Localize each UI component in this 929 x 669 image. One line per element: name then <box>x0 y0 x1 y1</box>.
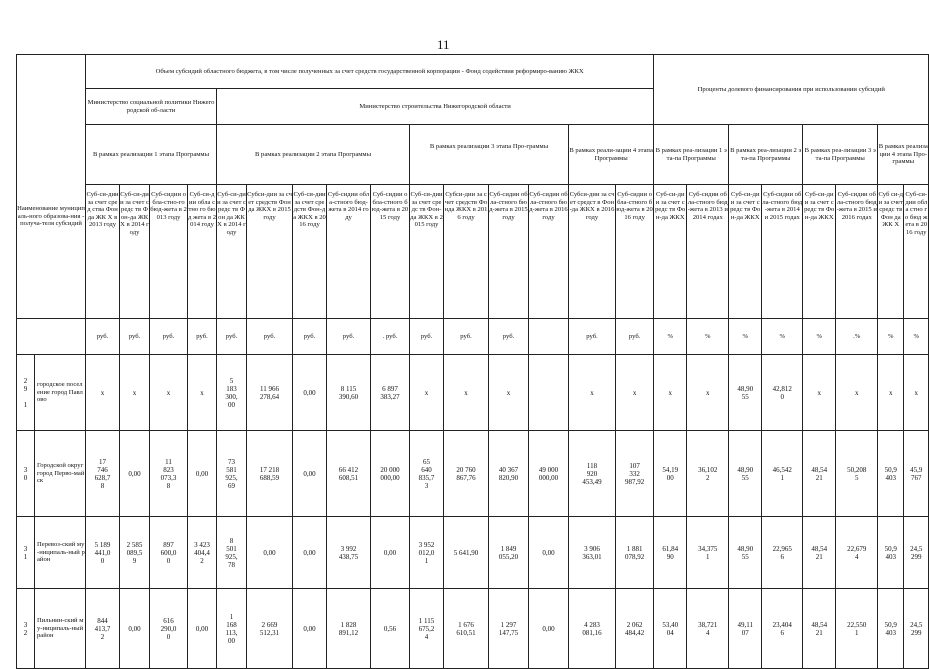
value-cell: 48,54 21 <box>803 517 836 589</box>
value-cell: 24,5 299 <box>904 517 929 589</box>
value-cell: 48,90 55 <box>729 517 762 589</box>
stage3-header: В рамках реализации 3 этапа Про-граммы <box>410 125 569 185</box>
unit-cell: руб. <box>217 319 247 355</box>
value-cell: 42,812 0 <box>762 355 803 431</box>
value-cell: x <box>489 355 529 431</box>
value-cell: 1 115 675,2 4 <box>410 589 444 669</box>
value-cell: 1 881 078,92 <box>616 517 654 589</box>
value-cell: 1 297 147,75 <box>489 589 529 669</box>
subcol-header: Суб-си-дии за счет средс тв Фон-да ЖКХ <box>729 185 762 319</box>
pct-stage2-header: В рамках реа-лизации 2 эта-па Программы <box>729 125 803 185</box>
value-cell: 66 412 608,51 <box>327 431 371 517</box>
stage4-header: В рамках реали-зации 4 этапа Программы <box>569 125 654 185</box>
value-cell: 0,00 <box>371 517 410 589</box>
value-cell: 17 746 628,7 8 <box>86 431 120 517</box>
value-cell: x <box>569 355 616 431</box>
subcol-header: Субси-дии за счет средст в Фон-да ЖКХ в 2016 году <box>569 185 616 319</box>
subcol-header: Суб-сидии обла-стного бюд-жета в 2015 году <box>371 185 410 319</box>
unit-cell: % <box>687 319 729 355</box>
value-cell: 50,9 403 <box>878 431 904 517</box>
ministry-social-header: Министерство социальной политики Нижегородской об-ласти <box>86 89 217 125</box>
value-cell: 0,00 <box>188 589 217 669</box>
municipality-name: городское поселение город Павлово <box>35 355 86 431</box>
municipality-name: Перевоз-ский му-ниципаль-ный район <box>35 517 86 589</box>
row-number: 3 0 <box>17 431 35 517</box>
ministry-build-header: Министерство строительства Нижегородской области <box>217 89 654 125</box>
value-cell: x <box>188 355 217 431</box>
value-cell: 49 000 000,00 <box>529 431 569 517</box>
subcol-header: Суб-си-дии обла стно го бюд жета в 2016 году <box>904 185 929 319</box>
subcol-header: Суб-сидии обла-стного бюд-жета в 2016 году <box>616 185 654 319</box>
value-cell: 0,00 <box>120 431 150 517</box>
value-cell: 3 423 404,4 2 <box>188 517 217 589</box>
value-cell: 61,84 90 <box>654 517 687 589</box>
value-cell: 0,00 <box>529 589 569 669</box>
value-cell: 0,56 <box>371 589 410 669</box>
unit-cell: руб. <box>569 319 616 355</box>
value-cell: 8 115 390,60 <box>327 355 371 431</box>
value-cell: 48,54 21 <box>803 589 836 669</box>
unit-cell: % <box>654 319 687 355</box>
unit-cell: % <box>878 319 904 355</box>
value-cell: x <box>836 355 878 431</box>
municipality-name: Городской округ город Перво-майск <box>35 431 86 517</box>
value-cell: x <box>803 355 836 431</box>
unit-cell: руб. <box>444 319 489 355</box>
value-cell: x <box>616 355 654 431</box>
value-cell: 107 332 987,92 <box>616 431 654 517</box>
value-cell: 48,90 55 <box>729 431 762 517</box>
value-cell: 48,54 21 <box>803 431 836 517</box>
value-cell: 1 676 610,51 <box>444 589 489 669</box>
subcol-header: Суб-си-дии за счет средс тв Фон-да ЖКХ <box>803 185 836 319</box>
value-cell: 20 760 867,76 <box>444 431 489 517</box>
value-cell: x <box>444 355 489 431</box>
unit-cell: . руб. <box>371 319 410 355</box>
value-cell: 17 218 688,59 <box>247 431 293 517</box>
subcol-header: Суб-сидии обла-стно-го бюд-жета в 2013 году <box>150 185 188 319</box>
value-cell: 5 189 441,0 0 <box>86 517 120 589</box>
subcol-header: Суб-си-дии за счет средств Фон-да ЖКХ в 2016 году <box>293 185 327 319</box>
unit-cell: % <box>803 319 836 355</box>
value-cell: 0,00 <box>120 589 150 669</box>
unit-cell: % <box>762 319 803 355</box>
percent-header: Проценты долевого финансирования при использовании субсидий <box>654 55 929 125</box>
value-cell: 36,102 2 <box>687 431 729 517</box>
value-cell: 24,5 299 <box>904 589 929 669</box>
unit-cell: руб. <box>293 319 327 355</box>
page-number: 11 <box>437 37 450 52</box>
value-cell: 2 062 484,42 <box>616 589 654 669</box>
unit-cell-blank <box>17 319 86 355</box>
value-cell: 616 290,0 0 <box>150 589 188 669</box>
unit-cell: руб. <box>120 319 150 355</box>
value-cell: 897 600,0 0 <box>150 517 188 589</box>
unit-cell: руб. <box>410 319 444 355</box>
value-cell: 3 952 012,0 1 <box>410 517 444 589</box>
unit-cell: руб. <box>150 319 188 355</box>
subcol-header: Суб-си-дии за счет сред ства Фон да ЖК Х в 2013 году <box>86 185 120 319</box>
value-cell: 48,90 55 <box>729 355 762 431</box>
unit-cell: % <box>904 319 929 355</box>
value-cell: 1 849 055,20 <box>489 517 529 589</box>
municipality-header: Наименование муниципаль-ного образова-ния - получа-теля субсидий <box>17 55 86 319</box>
subcol-header: Суб-сидии обла-стного бюд-жета в 2013 и 2014 годах <box>687 185 729 319</box>
municipality-name: Пильнин-ский му-ниципаль-ный район <box>35 589 86 669</box>
stage2-header: В рамках реализации 2 этапа Программы <box>217 125 410 185</box>
value-cell: 1 168 113, 00 <box>217 589 247 669</box>
value-cell: 0,00 <box>529 517 569 589</box>
value-cell: 22,679 4 <box>836 517 878 589</box>
subcol-header: Суб-сидии обла-стного бюд-жета в 2014 и 2015 годах <box>762 185 803 319</box>
unit-cell: руб. <box>327 319 371 355</box>
subcol-header: Суб-сидии обла-стного бюд-жета в 2014 году <box>327 185 371 319</box>
row-number: 3 1 <box>17 517 35 589</box>
value-cell: 0,00 <box>247 517 293 589</box>
value-cell: x <box>86 355 120 431</box>
unit-cell: руб. <box>489 319 529 355</box>
subcol-header: Субси-дии за счет средств Фонда ЖКХ в 2015 году <box>247 185 293 319</box>
value-cell: 118 920 453,49 <box>569 431 616 517</box>
pct-stage3-header: В рамках реа-лизации 3 эта-па Программы <box>803 125 878 185</box>
value-cell: 40 367 820,90 <box>489 431 529 517</box>
unit-cell <box>529 319 569 355</box>
value-cell: 3 906 363,01 <box>569 517 616 589</box>
value-cell: 2 585 089,5 9 <box>120 517 150 589</box>
value-cell: 4 283 081,16 <box>569 589 616 669</box>
value-cell: 0,00 <box>293 431 327 517</box>
value-cell: x <box>120 355 150 431</box>
subcol-header: Суб-си-дии обла стно го бюд жета в 2014 году <box>188 185 217 319</box>
value-cell: x <box>687 355 729 431</box>
value-cell: 5 183 300, 00 <box>217 355 247 431</box>
value-cell: 50,9 403 <box>878 589 904 669</box>
value-cell: 23,404 6 <box>762 589 803 669</box>
value-cell: 0,00 <box>293 517 327 589</box>
value-cell: 65 640 835,7 3 <box>410 431 444 517</box>
value-cell: 1 828 891,12 <box>327 589 371 669</box>
row-number: 2 9 1 <box>17 355 35 431</box>
table-row <box>17 589 929 669</box>
value-cell: x <box>150 355 188 431</box>
pct-stage4-header: В рамках реализации 4 этапа Про-граммы <box>878 125 929 185</box>
value-cell: 49,11 07 <box>729 589 762 669</box>
value-cell: 3 992 438,75 <box>327 517 371 589</box>
value-cell: 0,00 <box>293 355 327 431</box>
value-cell: 0,00 <box>188 431 217 517</box>
value-cell: 46,542 1 <box>762 431 803 517</box>
subcol-header: Суб-сидии обла-стного бюд-жета в 2015 и 2016 годах <box>836 185 878 319</box>
unit-cell: руб. <box>86 319 120 355</box>
value-cell: 8 501 925, 78 <box>217 517 247 589</box>
stage1-header: В рамках реализации 1 этапа Программы <box>86 125 217 185</box>
value-cell: 6 897 383,27 <box>371 355 410 431</box>
subcol-header: Суб-си-дии за счет средс тв Фон-да ЖКХ <box>654 185 687 319</box>
value-cell: 54,19 00 <box>654 431 687 517</box>
value-cell: 34,375 1 <box>687 517 729 589</box>
value-cell <box>529 355 569 431</box>
value-cell: 11 966 278,64 <box>247 355 293 431</box>
subcol-header: Суб-сидии обла-стного бюд-жета в 2016 году <box>529 185 569 319</box>
value-cell: 73 581 925, 69 <box>217 431 247 517</box>
unit-cell: руб. <box>247 319 293 355</box>
subcol-header: Субси-дии за счет средств Фонда ЖКХ в 2016 году <box>444 185 489 319</box>
table-row <box>17 431 929 517</box>
subcol-header: Суб-си-дии за счет средс тв Фон-да ЖКХ в 2015 году <box>410 185 444 319</box>
value-cell: 0,00 <box>293 589 327 669</box>
value-cell: x <box>654 355 687 431</box>
value-cell: 11 823 073,3 8 <box>150 431 188 517</box>
row-number: 3 2 <box>17 589 35 669</box>
subcol-header: Суб-си-дии за счет средс тв Фон-да ЖКХ в 2014 году <box>120 185 150 319</box>
value-cell: 45,9 767 <box>904 431 929 517</box>
table-row <box>17 517 929 589</box>
value-cell: 22,550 1 <box>836 589 878 669</box>
value-cell: 53,40 04 <box>654 589 687 669</box>
subcol-header: Суб-сидии обла-стного бюд-жета в 2015 году <box>489 185 529 319</box>
unit-cell: .% <box>836 319 878 355</box>
value-cell: 38,721 4 <box>687 589 729 669</box>
table-row <box>17 355 929 431</box>
unit-cell: % <box>729 319 762 355</box>
value-cell: x <box>904 355 929 431</box>
subcol-header: Суб-си-дии за счет средс тв Фон да ЖК Х в 2014 году <box>217 185 247 319</box>
value-cell: 20 000 000,00 <box>371 431 410 517</box>
main-volume-header: Объем субсидий областного бюджета, в том числе полученных за счет средств государственной корпорации - Фонд содействия реформиро-ванию ЖКХ <box>86 55 654 89</box>
subcol-header: Суб си-ди за счет средс тв Фон да ЖК Х <box>878 185 904 319</box>
unit-cell: руб. <box>616 319 654 355</box>
subsidy-table <box>16 54 929 669</box>
value-cell: 2 669 512,31 <box>247 589 293 669</box>
unit-cell: руб. <box>188 319 217 355</box>
value-cell: x <box>410 355 444 431</box>
value-cell: 50,208 5 <box>836 431 878 517</box>
pct-stage1-header: В рамках реа-лизации 1 эта-па Программы <box>654 125 729 185</box>
value-cell: x <box>878 355 904 431</box>
value-cell: 5 641,90 <box>444 517 489 589</box>
value-cell: 844 413,7 2 <box>86 589 120 669</box>
value-cell: 50,9 403 <box>878 517 904 589</box>
value-cell: 22,965 6 <box>762 517 803 589</box>
